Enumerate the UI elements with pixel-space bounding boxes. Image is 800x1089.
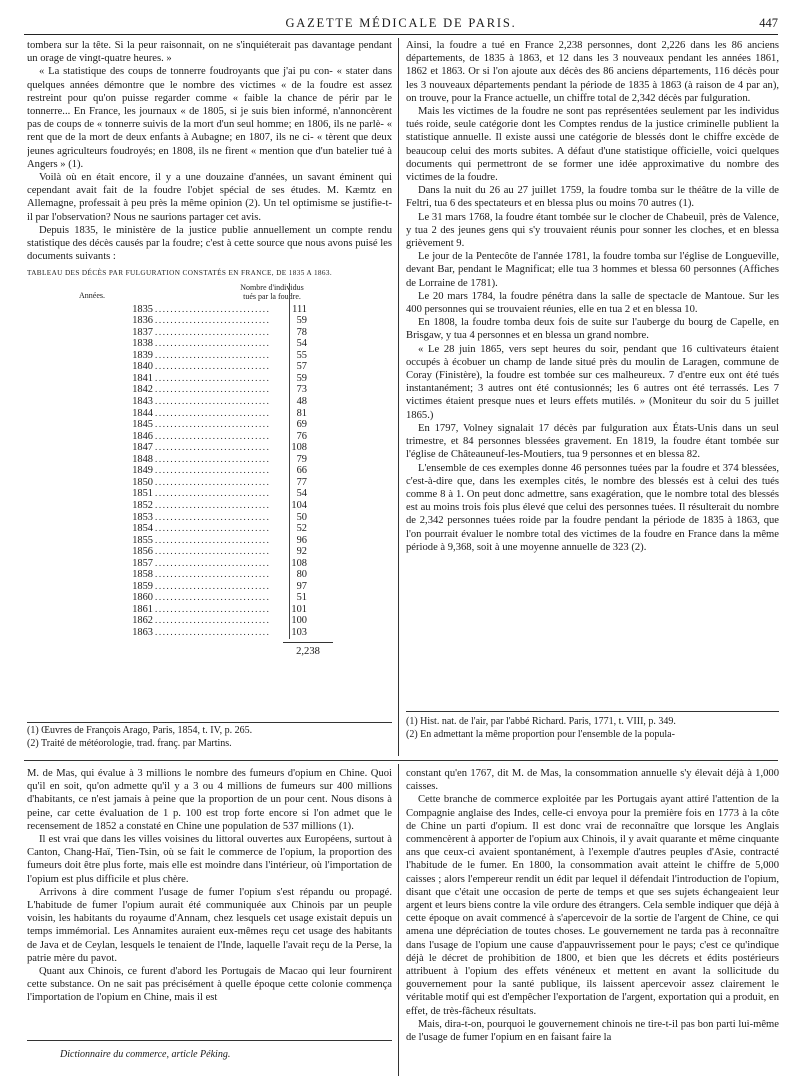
paragraph: Il est vrai que dans les villes voisines du littoral ouvertes aux Européens, surtout à Canton, Chang-Haï, Tien-Tsin, où se fait le commerce de l'opium, la proportion des fumeurs doit être plus forte, mais elle est moindre dans l'intérieur, où l'importation de l'opium est plus difficile et plus chère. bbox=[27, 834, 392, 885]
paragraph: « Le 28 juin 1865, vers sept heures du soir, pendant que 16 cultivateurs étaient occupés à écobuer un champ de lande situé près du moulin de Laragen, commune de Coray (Finistère), la foudre est tombée sur ces malheureux. 7 d'entre eux ont été tués instantanément; 3 autres ont été contusionnés; les 6 autres ont été terrassés. Les 7 victimes étaient presque nues et leurs effets mutilés. » (Moniteur du soir du 5 juillet 1865.) bbox=[406, 343, 779, 421]
year-cell: 1846 bbox=[132, 430, 153, 442]
count-cell: 96 bbox=[296, 534, 307, 546]
year-cell: 1837 bbox=[132, 326, 153, 338]
count-cell: 77 bbox=[296, 476, 307, 488]
paragraph: constant qu'en 1767, dit M. de Mas, la consommation annuelle s'y élevait déjà à 1,000 caisses. bbox=[406, 768, 779, 793]
right-column bbox=[406, 39, 779, 715]
table-row bbox=[27, 558, 392, 570]
page-number: 447 bbox=[759, 16, 778, 30]
table-row bbox=[27, 419, 392, 431]
leader-dots: .............................. bbox=[155, 372, 271, 383]
year-cell: 1848 bbox=[132, 453, 153, 465]
count-cell: 79 bbox=[296, 453, 307, 465]
leader-dots: .............................. bbox=[155, 303, 271, 314]
paragraph: Mais les victimes de la foudre ne sont pas représentées seulement par les individus tués roide, seule catégorie dont les Comptes rendus de la justice criminelle publient la statistique annuelle. Il existe aussi une catégorie de blessés dont le chiffre excède de beaucoup celui des morts subites. A défaut d'une statistique officielle, voici quelques documents qui permettront de se former une idée approximative du nombre des victimes de la foudre. bbox=[406, 106, 779, 184]
section-separator bbox=[24, 760, 778, 761]
year-cell: 1842 bbox=[132, 384, 153, 396]
left-footnotes bbox=[27, 725, 392, 755]
leader-dots: .............................. bbox=[155, 603, 271, 614]
table-row bbox=[27, 361, 392, 373]
col-header-years: Années. bbox=[79, 290, 105, 300]
paragraph: L'ensemble de ces exemples donne 46 personnes tuées par la foudre et 374 blessées, c'est-à-dire que, dans les exemples cités, le nombre des blessés est à celui des tués comme 8 à 1. On peut donc admettre, sans exagération, que le nombre total des blessés est au moins trois fois plus élevé que celui des personnes tuées. Il résulterait du nombre de 2,342 personnes tuées roide par la foudre pendant la période de 1835 à 1863, que l'on pourrait évaluer le nombre total des victimes de la foudre en France dans la même période à 9,368, soit à une moyenne annuelle de 323 (2). bbox=[406, 462, 779, 553]
footnote: (1) Œuvres de François Arago, Paris, 1854, t. IV, p. 265. bbox=[27, 725, 253, 736]
bottom-right-column bbox=[406, 767, 779, 1077]
table-row bbox=[27, 315, 392, 327]
table-row bbox=[27, 488, 392, 500]
leader-dots: .............................. bbox=[155, 615, 271, 626]
fulguration-table bbox=[27, 283, 392, 639]
year-cell: 1840 bbox=[132, 361, 153, 373]
paragraph: M. de Mas, qui évalue à 3 millions le nombre des fumeurs d'opium en Chine. Quoi qu'il en soit, qu'on admette qu'il y a 3 ou 4 millions de fumeurs sur 400 millions d'habitants, ce n'est jamais à peine que la proportion de un pour cent. Nous disons à peine, car cette évaluation de 1 p. 100 est trop forte encore si l'on admet que le recensement de 1852 a constaté en Chine une population de 537 millions (1). bbox=[27, 768, 392, 832]
count-cell: 73 bbox=[296, 384, 307, 396]
table-row bbox=[27, 604, 392, 616]
paragraph: Dans la nuit du 26 au 27 juillet 1759, la foudre tomba sur le théâtre de la ville de Feltri, tua 6 des spectateurs et en blessa plus ou moins 70 autres (1). bbox=[406, 185, 779, 210]
col-header-count: Nombre d'individus tués par la foudre. bbox=[240, 282, 304, 302]
page-header bbox=[24, 14, 778, 35]
count-cell: 108 bbox=[291, 442, 307, 454]
footnote: (1) Hist. nat. de l'air, par l'abbé Richard. Paris, 1771, t. VIII, p. 349. bbox=[406, 716, 676, 727]
table-header bbox=[27, 283, 392, 302]
leader-dots: .............................. bbox=[155, 580, 271, 591]
year-cell: 1856 bbox=[132, 546, 153, 558]
count-cell: 51 bbox=[296, 592, 307, 604]
leader-dots: .............................. bbox=[155, 569, 271, 580]
leader-dots: .............................. bbox=[155, 476, 271, 487]
footnote-rule-left bbox=[27, 722, 392, 723]
leader-dots: .............................. bbox=[155, 407, 271, 418]
table-row bbox=[27, 615, 392, 627]
paragraph: Quant aux Chinois, ce furent d'abord les Portugais de Macao qui leur fournirent cette substance. On ne sait pas précisément à quelle époque cette colonie commença l'importation de l'opium en Chine, mais il est bbox=[27, 966, 392, 1004]
year-cell: 1843 bbox=[132, 396, 153, 408]
leader-dots: .............................. bbox=[155, 592, 271, 603]
leader-dots: .............................. bbox=[155, 349, 271, 360]
left-column bbox=[27, 39, 392, 751]
year-cell: 1845 bbox=[132, 419, 153, 431]
footnote: (2) En admettant la même proportion pour l'ensemble de la popula- bbox=[406, 728, 675, 740]
count-cell: 76 bbox=[296, 430, 307, 442]
count-cell: 100 bbox=[291, 615, 307, 627]
leader-dots: .............................. bbox=[155, 338, 271, 349]
paragraph: Arrivons à dire comment l'usage de fumer l'opium s'est répandu ou propagé. L'habitude de fumer l'opium aurait été communiquée aux Chinois par un peuple voisin, les habitants du royaume d'Annam, chez lesquels cet usage existait depuis un temps immémorial. Les Annamites auraient eux-mêmes reçu cet usage des habitants de Java et de Ceylan, lesquels le tenaient de l'Inde, laquelle l'avait reçu de la Perse, la patrie mère du pavot. bbox=[27, 886, 392, 964]
leader-dots: .............................. bbox=[155, 626, 271, 637]
paragraph: Mais, dira-t-on, pourquoi le gouvernement chinois ne tire-t-il pas bon parti lui-même de l'usage de fumer l'opium en en faisant faire la bbox=[406, 1018, 779, 1044]
footnote-rule-right bbox=[406, 711, 779, 712]
year-cell: 1836 bbox=[132, 315, 153, 327]
paragraph: Ainsi, la foudre a tué en France 2,238 personnes, dont 2,226 dans les 86 anciens départements, de 1835 à 1863, et 12 dans les 3 nouveaux pendant les années 1861, 1862 et 1863. Or si l'on ajoute aux décès des 86 anciens départements, 116 décès pour les 3 nouveaux départements pendant la période de 1835 à 1863 (à raison de 4 par an), on trouve, pour la France actuelle, un chiffre total de 2,342 décès par fulguration. bbox=[406, 40, 779, 104]
table-row bbox=[27, 512, 392, 524]
leader-dots: .............................. bbox=[155, 384, 271, 395]
leader-dots: .............................. bbox=[155, 488, 271, 499]
year-cell: 1862 bbox=[132, 615, 153, 627]
leader-dots: .............................. bbox=[155, 511, 271, 522]
count-cell: 48 bbox=[296, 396, 307, 408]
leader-dots: .............................. bbox=[155, 430, 271, 441]
paragraph: Le jour de la Pentecôte de l'année 1781, la foudre tomba sur l'église de Longueville, devant Bar, pendant le Magnificat; elle tua 3 hommes et blessa 60 personnes (Affiches de Lorraine de 1781). bbox=[406, 251, 779, 289]
leader-dots: .............................. bbox=[155, 453, 271, 464]
year-cell: 1852 bbox=[132, 499, 153, 511]
leader-dots: .............................. bbox=[155, 557, 271, 568]
table-row bbox=[27, 569, 392, 581]
count-cell: 54 bbox=[296, 488, 307, 500]
year-cell: 1861 bbox=[132, 603, 153, 615]
footnote: (2) Traité de météorologie, trad. franç. par Martins. bbox=[27, 737, 232, 749]
table-row bbox=[27, 373, 392, 385]
paragraph: En 1808, la foudre tomba deux fois de suite sur l'auberge du bourg de Capelle, en Brisgaw, y tua 4 personnes et en blessa un grand nombre. bbox=[406, 317, 779, 342]
leader-dots: .............................. bbox=[155, 361, 271, 372]
footnote: Dictionnaire du commerce, article Péking. bbox=[60, 1049, 231, 1060]
year-cell: 1858 bbox=[132, 569, 153, 581]
count-cell: 59 bbox=[296, 315, 307, 327]
count-cell: 52 bbox=[296, 523, 307, 535]
year-cell: 1849 bbox=[132, 465, 153, 477]
leader-dots: .............................. bbox=[155, 465, 271, 476]
leader-dots: .............................. bbox=[155, 523, 271, 534]
count-cell: 59 bbox=[296, 372, 307, 384]
table-row bbox=[27, 431, 392, 443]
table-row bbox=[27, 465, 392, 477]
table-row bbox=[27, 581, 392, 593]
count-cell: 81 bbox=[296, 407, 307, 419]
year-cell: 1847 bbox=[132, 442, 153, 454]
count-cell: 101 bbox=[291, 603, 307, 615]
table-row bbox=[27, 338, 392, 350]
table-row bbox=[27, 350, 392, 362]
year-cell: 1844 bbox=[132, 407, 153, 419]
bottom-left-column bbox=[27, 767, 392, 1035]
year-cell: 1855 bbox=[132, 534, 153, 546]
year-cell: 1841 bbox=[132, 372, 153, 384]
count-cell: 66 bbox=[296, 465, 307, 477]
leader-dots: .............................. bbox=[155, 315, 271, 326]
year-cell: 1835 bbox=[132, 303, 153, 315]
bottom-left-footnote bbox=[60, 1049, 390, 1065]
table-body bbox=[27, 304, 392, 639]
paragraph: Depuis 1835, le ministère de la justice publie annuellement un compte rendu statistique des décès causés par la foudre; c'est à cette source que nous avons puisé les documents suivants : bbox=[27, 224, 392, 263]
leader-dots: .............................. bbox=[155, 419, 271, 430]
table-row bbox=[27, 408, 392, 420]
year-cell: 1839 bbox=[132, 349, 153, 361]
journal-title: GAZETTE MÉDICALE DE PARIS. bbox=[285, 16, 517, 30]
year-cell: 1851 bbox=[132, 488, 153, 500]
paragraph: tombera sur la tête. Si la peur raisonnait, on ne s'inquiéterait pas davantage pendant un orage de vingt-quatre heures. » bbox=[27, 40, 392, 65]
leader-dots: .............................. bbox=[155, 534, 271, 545]
table-total: 2,238 bbox=[296, 645, 320, 657]
year-cell: 1860 bbox=[132, 592, 153, 604]
table-row bbox=[27, 477, 392, 489]
count-cell: 80 bbox=[296, 569, 307, 581]
table-row bbox=[27, 535, 392, 547]
table-row bbox=[27, 627, 392, 639]
table-row bbox=[27, 592, 392, 604]
table-row bbox=[27, 396, 392, 408]
year-cell: 1853 bbox=[132, 511, 153, 523]
paragraph: Le 31 mars 1768, la foudre étant tombée sur le clocher de Chabeuil, près de Valence, y tua 2 des jeunes gens qui s'y trouvaient réunis pour sonner les cloches, et en blessa grièvement 9. bbox=[406, 211, 779, 250]
count-cell: 55 bbox=[296, 349, 307, 361]
table-row bbox=[27, 384, 392, 396]
count-cell: 54 bbox=[296, 338, 307, 350]
table-row bbox=[27, 546, 392, 558]
year-cell: 1854 bbox=[132, 523, 153, 535]
count-cell: 78 bbox=[296, 326, 307, 338]
count-cell: 57 bbox=[296, 361, 307, 373]
count-cell: 108 bbox=[291, 557, 307, 569]
paragraph: Voilà où en était encore, il y a une douzaine d'années, un savant éminent qui cependant avait fait de la foudre l'objet spécial de ses études. M. Kæmtz en Allemagne, professait à peu près la même opinion (2). Un tel optimisme se justifie-t-il par l'observation? Nous ne saurions partager cet avis. bbox=[27, 172, 392, 223]
table-row bbox=[27, 454, 392, 466]
year-cell: 1850 bbox=[132, 476, 153, 488]
count-cell: 104 bbox=[291, 499, 307, 511]
year-cell: 1838 bbox=[132, 338, 153, 350]
table-row bbox=[27, 500, 392, 512]
right-footnotes bbox=[406, 716, 779, 756]
table-row bbox=[27, 327, 392, 339]
footnote-rule-bottom bbox=[27, 1040, 392, 1041]
table-caption: TABLEAU DES DÉCÈS PAR FULGURATION CONSTATÉS EN FRANCE, DE 1835 A 1863. bbox=[27, 269, 333, 278]
count-cell: 50 bbox=[296, 511, 307, 523]
leader-dots: .............................. bbox=[155, 499, 271, 510]
leader-dots: .............................. bbox=[155, 546, 271, 557]
count-cell: 103 bbox=[291, 626, 307, 638]
paragraph: Cette branche de commerce exploitée par les Portugais ayant attiré l'attention de la Compagnie anglaise des Indes, celle-ci envoya pour la première fois en 1773 à la côte de Chine un parti d'opium. Il est donc vrai de reconnaître que lorsque les Anglais commencèrent à apporter de l'opium aux Chinois, il y avait quarante et même cinquante ans que ceux-ci avaient spontanément, à l'exemple d'autres peuples d'Asie, contracté l'habitude de le fumer. En 1800, la consommation avait atteint le chiffre de 5,000 caisses ; alors l'empereur rendit un édit par lequel il défendait l'introduction de l'opium, disant que c'était une occasion de perte de temps et que ses sujets échangeaient leur argent et leurs biens contre la vile ordure des étrangers. Cela semble indiquer que déjà à cette époque on avait commencé à s'apercevoir de la sortie de l'argent de Chine, ce qui amena une dépréciation de toutes choses. Le gouvernement ne tarda pas à reconnaître dans l'usage de l'opium une cause d'appauvrissement pour le pays; c'est ce qu'indique déjà le décret de prohibition de 1800, et bien que les décrets et édits postérieurs attribuent à l'opium des effets vénéneux et mettent en avant la sollicitude du gouvernement pour la santé publique, ils laissent apercevoir assez clairement le véritable motif qui est d'empêcher l'exportation de l'argent, exportation qui a produit, en effet, de très-fâcheux résultats. bbox=[406, 794, 779, 1017]
table-divider bbox=[289, 283, 290, 639]
count-cell: 92 bbox=[296, 546, 307, 558]
leader-dots: .............................. bbox=[155, 396, 271, 407]
table-row bbox=[27, 442, 392, 454]
count-cell: 111 bbox=[292, 303, 307, 315]
leader-dots: .............................. bbox=[155, 442, 271, 453]
column-divider-bottom bbox=[398, 764, 399, 1076]
paragraph: En 1797, Volney signalait 17 décès par fulguration aux États-Unis dans un seul trimestre, et 84 personnes blessées gravement. En 1819, la foudre étant tombée sur l'église de Châteauneuf-les-Moutiers, tua 9 personnes et en blessa 82. bbox=[406, 422, 779, 461]
column-divider-top bbox=[398, 38, 399, 756]
year-cell: 1863 bbox=[132, 626, 153, 638]
leader-dots: .............................. bbox=[155, 326, 271, 337]
count-cell: 97 bbox=[296, 580, 307, 592]
year-cell: 1859 bbox=[132, 580, 153, 592]
table-row bbox=[27, 523, 392, 535]
total-rule bbox=[283, 642, 333, 643]
table-row bbox=[27, 304, 392, 316]
year-cell: 1857 bbox=[132, 557, 153, 569]
paragraph: Le 20 mars 1784, la foudre pénétra dans la salle de spectacle de Mantoue. Sur les 400 personnes qui se trouvaient réunies, elle en tua 2 et en blessa 10. bbox=[406, 290, 779, 316]
count-cell: 69 bbox=[296, 419, 307, 431]
paragraph: « La statistique des coups de tonnerre foudroyants que j'ai pu con- « stater dans quelques années démontre que le nombre des victimes « de la foudre est assez restreint pour qu'on puisse regarder comme « faible la chance de périr par le tonnerre... En France, les journaux « de 1805, si je suis bien informé, n'annoncèrent pas de coups de « tonnerre suivis de la mort d'un seul homme; en 1806, ils ne parlè- « rent que de la mort de deux enfants à Aubagne; en 1807, ils ne ci- « tèrent que deux jeunes agriculteurs foudroyés; en 1808, ils ne firent « mention que d'un batelier tué à Angers » (1). bbox=[27, 66, 392, 170]
